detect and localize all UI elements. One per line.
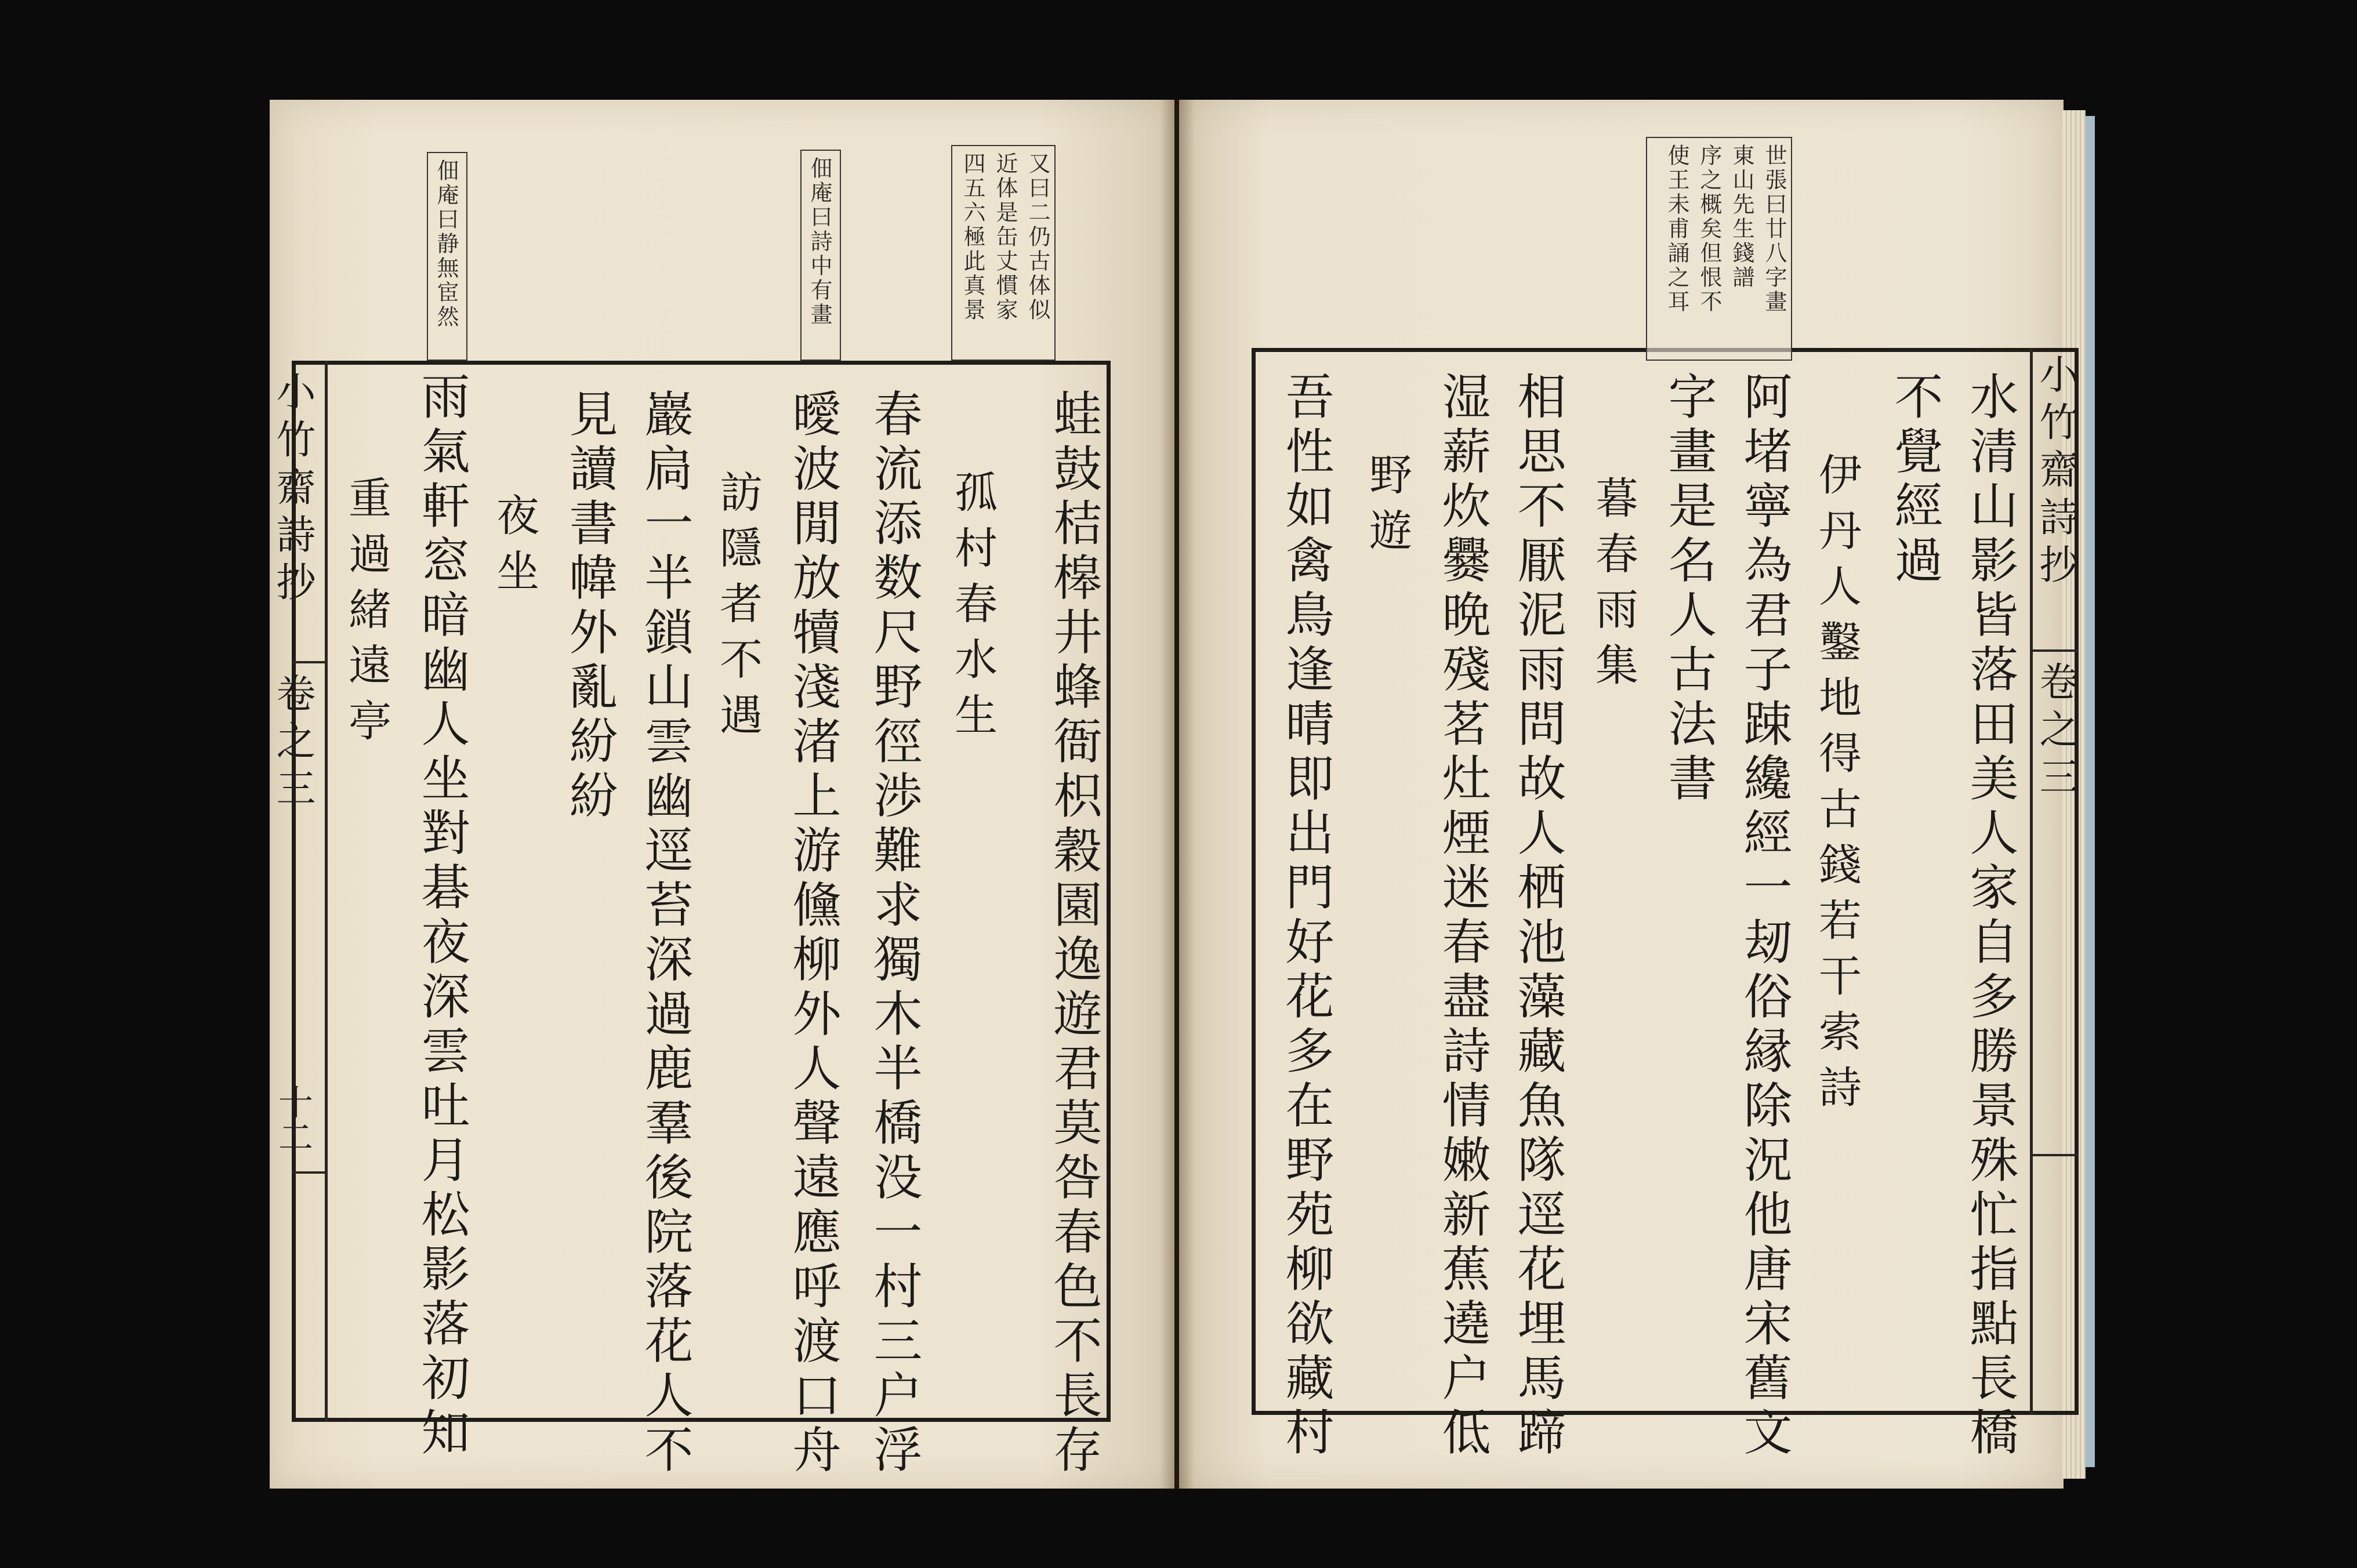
right-margin-divider bbox=[2030, 649, 2079, 652]
left-col-1: 蛙鼓桔槔井蜂衙枳穀園逸遊君莫咎春色不長存 bbox=[1046, 389, 1103, 1479]
right-note-4: 使王未甫誦之耳 bbox=[1664, 144, 1689, 314]
right-col-3: 伊丹人鑿地得古錢若干索詩 bbox=[1812, 452, 1862, 1120]
left-col-9: 雨氣軒窓暗幽人坐對碁夜深雲吐月松影落初知 bbox=[414, 371, 470, 1461]
right-col-9: 野遊 bbox=[1362, 452, 1412, 564]
left-margin-divider bbox=[292, 661, 327, 663]
right-col-10: 吾性如禽鳥逢晴即出門好花多在野苑柳欲藏村 bbox=[1278, 371, 1335, 1461]
right-col-6: 暮春雨集 bbox=[1589, 476, 1638, 698]
right-col-5: 字畫是名人古法書 bbox=[1660, 371, 1717, 807]
left-note-3: 四五六極此真景 bbox=[960, 152, 985, 322]
book-gutter bbox=[1160, 100, 1195, 1489]
left-col-3: 春流添数尺野徑渉難求獨木半橋没一村三户浮 bbox=[866, 389, 923, 1479]
cover-edge bbox=[2086, 116, 2095, 1467]
left-volume-label: 卷之三 bbox=[270, 673, 316, 815]
left-folio: 十二 bbox=[273, 1084, 313, 1154]
left-col-10: 重過緒遠亭 bbox=[342, 476, 391, 754]
left-margin-rule bbox=[325, 361, 328, 1422]
left-col-2: 孤村春水生 bbox=[948, 470, 998, 748]
right-note-2: 東山先生錢譜 bbox=[1729, 144, 1754, 290]
right-note-3: 序之概矣但恨不 bbox=[1696, 144, 1722, 314]
left-note-4: 佃庵曰詩中有畫 bbox=[807, 157, 832, 327]
right-volume-label: 卷之三 bbox=[2033, 661, 2079, 804]
right-col-8: 湿薪炊爨晩殘茗灶煙迷春盡詩情嫩新蕉遶户低 bbox=[1434, 371, 1491, 1461]
left-note-5: 佃庵曰静無宦然 bbox=[433, 159, 459, 329]
left-col-8: 夜坐 bbox=[489, 493, 539, 604]
right-col-2: 不覺經過 bbox=[1887, 371, 1943, 589]
right-col-1: 水清山影皆落田美人家自多勝景殊忙指點長橋 bbox=[1962, 371, 2019, 1461]
right-note-1: 世張曰廿八字畫 bbox=[1761, 144, 1787, 314]
left-col-6: 巖扃一半鎖山雲幽逕苔深過鹿羣後院落花人不 bbox=[637, 389, 694, 1479]
left-col-7: 見讀書幃外亂紛紛 bbox=[561, 389, 618, 825]
right-margin-divider-lower bbox=[2030, 1154, 2079, 1156]
left-note-1: 又曰二仍古体似 bbox=[1025, 152, 1050, 322]
left-col-4: 曖波閒放犢淺渚上游儵柳外人聲遠應呼渡口舟 bbox=[785, 389, 842, 1479]
left-margin-divider-lower bbox=[292, 1171, 327, 1174]
right-col-4: 阿堵寧為君子踈纔經一刼俗縁除況他唐宋舊文 bbox=[1736, 371, 1793, 1461]
right-margin-title: 小竹齋詩抄 bbox=[2033, 354, 2079, 591]
left-note-2: 近体是缶丈慣家 bbox=[992, 152, 1018, 322]
left-margin-title: 小竹齋詩抄 bbox=[270, 371, 316, 609]
right-col-7: 相思不厭泥雨問故人栖池藻藏魚隊逕花埋馬蹄 bbox=[1510, 371, 1567, 1461]
left-col-5: 訪隱者不遇 bbox=[713, 470, 763, 748]
